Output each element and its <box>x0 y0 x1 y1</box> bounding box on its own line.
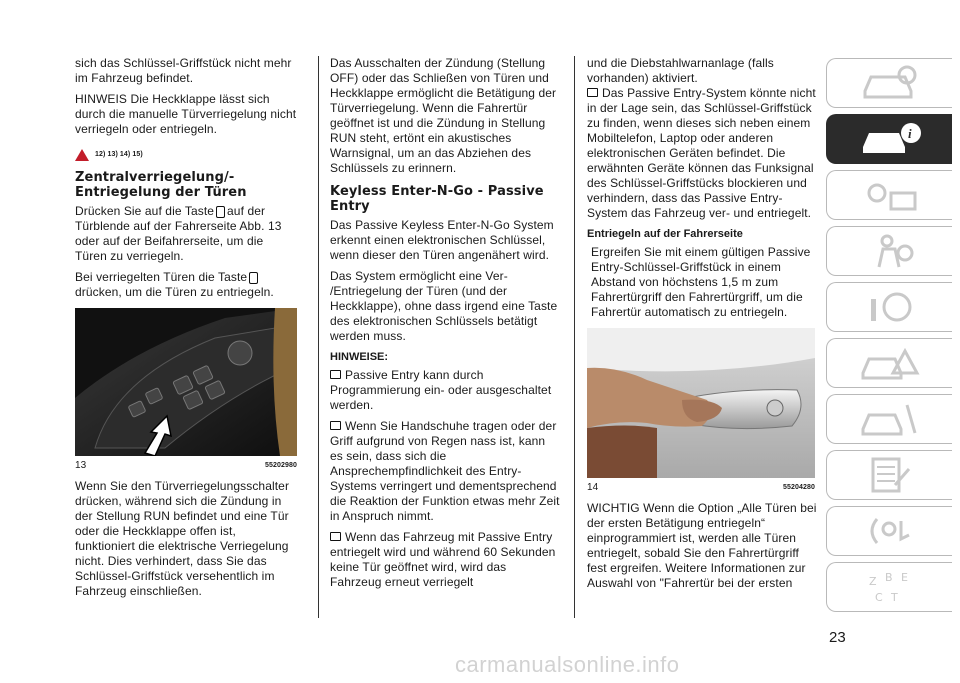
note-icon <box>587 88 598 97</box>
unlock-button-icon <box>249 272 258 284</box>
notes-heading: HINWEISE: <box>330 351 389 363</box>
figure-caption <box>75 458 297 473</box>
svg-text:E: E <box>900 571 908 584</box>
steering-wheel-icon <box>855 287 925 327</box>
note-item: Passive Entry kann durch Programmierung ein- oder ausgeschaltet werden. <box>330 368 552 412</box>
checklist-icon <box>855 455 925 495</box>
figure-number: 14 <box>587 482 599 493</box>
media-nav-icon <box>855 511 925 551</box>
watermark-text[interactable]: carmanualsonline.info <box>455 652 680 677</box>
paragraph: sich das Schlüssel-Griffstück nicht mehr im Fahrzeug befindet. <box>75 56 292 85</box>
index-letters-icon <box>855 567 925 607</box>
airbag-seatbelt-icon <box>855 231 925 271</box>
svg-text:i: i <box>907 126 912 141</box>
tab-index[interactable] <box>826 562 952 612</box>
paragraph: Bei verriegelten Türen die Tastedrücken, um die Türen zu entriegeln. <box>75 270 274 299</box>
door-switch-photo <box>75 308 297 456</box>
tab-car-tools[interactable] <box>826 394 952 444</box>
lock-button-icon <box>216 206 225 218</box>
svg-text:T: T <box>890 591 898 604</box>
note-item: Das Passive Entry-System könnte nicht in der Lage sein, das Schlüssel-Griffstück zu finden, wenn dieses sich neben einem Mobiltelefon, Laptop oder anderen elektronischen Geräten befindet. Die erwähnten Geräte können das Funksignal des Schlüssel-Griffstücks blockieren und verhindern, dass das Passive Entry-System das Fahrzeug ver- und entriegelt. <box>587 86 816 220</box>
note-item: Wenn das Fahrzeug mit Passive Entry entriegelt wird und während 60 Sekunden keine Tür geöffnet wird, wird das Fahrzeug erneut verriegelt <box>330 530 556 589</box>
figure-number: 13 <box>75 460 87 471</box>
figure-caption <box>587 480 815 495</box>
tab-car-dashboard[interactable] <box>826 58 952 108</box>
paragraph: Ergreifen Sie mit einem gültigen Passive Entry-Schlüssel-Griffstück in einem Abstand von höchstens 1,5 m zum Fahrertürgriff den Fahrertürgriff, um die Fahrertür automatisch zu entriegeln. <box>591 245 811 319</box>
chapter-index-sidebar <box>826 58 952 618</box>
car-dashboard-icon <box>855 63 925 103</box>
note-item: Wenn Sie Handschuhe tragen oder der Griff aufgrund von Regen nass ist, kann es sein, dass sich die Ansprechempfindlichkeit des Entry-Systems verringert und dementsprechend die Reaktion der Funktion etwas mehr Zeit in Anspruch nimmt. <box>330 419 560 523</box>
section-heading: Zentralverriegelung/-Entriegelung der Türen <box>75 170 247 200</box>
svg-text:B: B <box>884 571 893 584</box>
column-divider <box>574 56 575 618</box>
note-icon <box>330 532 341 541</box>
paragraph: Das Ausschalten der Zündung (Stellung OFF) oder das Schließen von Türen und Heckklappe ermöglicht die Betätigung der Türverriegelung. Wenn die Fahrertür geöffnet ist und die Zündung in Stellung RUN steht, ertönt ein akustisches Warnsignal, um an das Abziehen des Schlüssels zu erinnern. <box>330 56 557 175</box>
page-number: 23 <box>829 629 846 646</box>
section-heading: Keyless Enter-N-Go - Passive Entry <box>330 184 544 214</box>
figure-code: 55202980 <box>265 462 297 469</box>
svg-text:Z: Z <box>868 575 877 588</box>
column-divider <box>318 56 319 618</box>
tab-car-warning[interactable] <box>826 338 952 388</box>
svg-text:C: C <box>874 591 883 604</box>
warning-refs: 12) 13) 14) 15) <box>75 147 297 162</box>
tab-airbag[interactable] <box>826 226 952 276</box>
tab-media[interactable] <box>826 506 952 556</box>
car-info-icon <box>855 119 925 159</box>
tab-steering[interactable] <box>826 282 952 332</box>
paragraph: Das Passive Keyless Enter-N-Go System erkennt einen elektronischen Schlüssel, wenn dieser den Türen angenähert wird. <box>330 218 554 262</box>
paragraph: WICHTIG Wenn die Option „Alle Türen bei der ersten Betätigung entriegeln“ einprogrammiert ist, werden alle Türen entriegelt, sobald Sie den Fahrertürgriff fest ergreifen. Weitere Informationen zur Auswahl von "Fahrertür bei der ersten <box>587 501 817 590</box>
paragraph: Das System ermöglicht eine Ver- /Entriegelung der Türen (und der Heckklappe), ohne dass irgend eine Taste des elektronischen Schlüssels betätigt werden muss. <box>330 269 558 343</box>
door-handle-image <box>587 328 815 478</box>
paragraph: Drücken Sie auf die Taste auf der Türblende auf der Fahrerseite Abb. 13 oder auf der Beifahrerseite, um die Türen zu verriegeln. <box>75 204 282 263</box>
paragraph: HINWEIS Die Heckklappe lässt sich durch die manuelle Türverriegelung nicht verriegeln oder entriegeln. <box>75 92 297 136</box>
car-warning-icon <box>855 343 925 383</box>
note-icon <box>330 370 341 379</box>
tab-lights-mail[interactable] <box>826 170 952 220</box>
warning-triangle-icon <box>75 149 89 161</box>
door-switch-image <box>75 308 297 456</box>
figure-13 <box>75 308 297 473</box>
door-handle-photo <box>587 328 815 478</box>
lights-mail-icon <box>855 175 925 215</box>
figure-code: 55204280 <box>783 484 815 491</box>
subheading: Entriegeln auf der Fahrerseite <box>587 228 743 240</box>
paragraph: und die Diebstahlwarnanlage (falls vorhanden) aktiviert. <box>587 56 774 85</box>
column-1 <box>75 56 297 605</box>
car-tools-icon <box>855 399 925 439</box>
column-3 <box>587 56 819 597</box>
paragraph: Wenn Sie den Türverriegelungsschalter drücken, während sich die Zündung in der Stellung RUN befindet und eine Tür oder die Heckklappe offen ist, funktioniert die elektrische Verriegelung nicht. Dies verhindert, dass Sie das Schlüssel-Griffstück versehentlich im Fahrzeug einschließen. <box>75 479 290 598</box>
figure-14 <box>587 328 815 495</box>
tab-car-info[interactable] <box>826 114 952 164</box>
column-2 <box>330 56 560 596</box>
note-icon <box>330 421 341 430</box>
tab-checklist[interactable] <box>826 450 952 500</box>
